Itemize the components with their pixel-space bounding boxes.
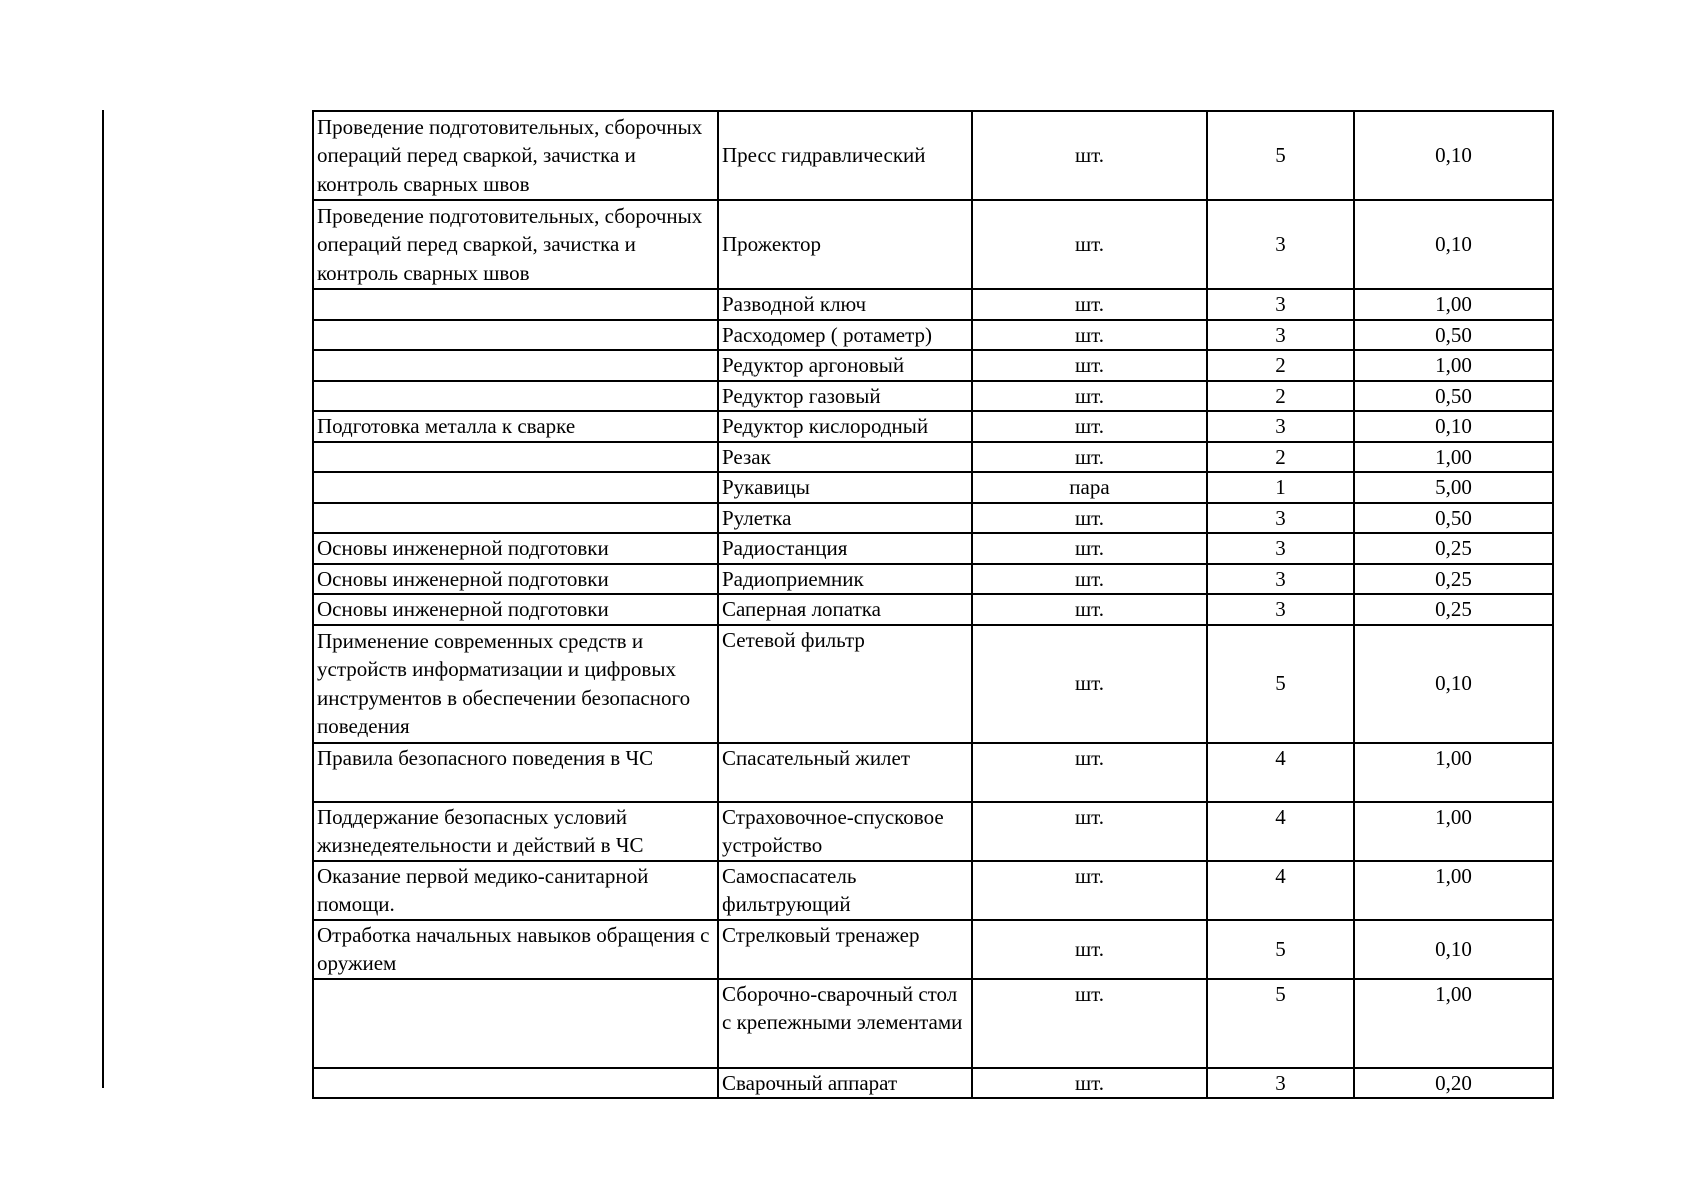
unit-cell: пара	[972, 472, 1207, 503]
item-cell: Рукавицы	[718, 472, 972, 503]
unit-cell: шт.	[972, 625, 1207, 743]
qty-cell: 3	[1207, 564, 1354, 595]
item-cell: Страховочное-спусковое устройство	[718, 802, 972, 861]
item-cell: Редуктор аргоновый	[718, 350, 972, 381]
table-row	[313, 743, 1553, 802]
coef-cell: 0,25	[1354, 594, 1553, 625]
table-row	[313, 472, 1553, 503]
coef-cell: 1,00	[1354, 802, 1553, 861]
activity-cell: Оказание первой медико-санитарной помощи.	[313, 861, 718, 920]
coef-cell: 1,00	[1354, 350, 1553, 381]
coef-cell: 0,50	[1354, 503, 1553, 534]
table-row	[313, 625, 1553, 743]
unit-cell: шт.	[972, 743, 1207, 802]
qty-cell: 3	[1207, 503, 1354, 534]
item-cell: Саперная лопатка	[718, 594, 972, 625]
item-cell: Сетевой фильтр	[718, 625, 972, 743]
activity-cell: Проведение подготовительных, сборочных операций перед сваркой, зачистка и контроль сварных швов	[313, 111, 718, 200]
qty-cell: 2	[1207, 442, 1354, 473]
activity-cell	[313, 381, 718, 412]
coef-cell: 1,00	[1354, 861, 1553, 920]
unit-cell: шт.	[972, 381, 1207, 412]
activity-cell	[313, 320, 718, 351]
qty-cell: 3	[1207, 200, 1354, 289]
coef-cell: 0,10	[1354, 111, 1553, 200]
qty-cell: 4	[1207, 802, 1354, 861]
item-cell: Спасательный жилет	[718, 743, 972, 802]
unit-cell: шт.	[972, 920, 1207, 979]
table-row	[313, 802, 1553, 861]
table-row	[313, 564, 1553, 595]
activity-cell: Основы инженерной подготовки	[313, 594, 718, 625]
equipment-table	[312, 110, 1554, 1099]
unit-cell: шт.	[972, 320, 1207, 351]
item-cell: Пресс гидравлический	[718, 111, 972, 200]
activity-cell: Подготовка металла к сварке	[313, 411, 718, 442]
coef-cell: 0,10	[1354, 625, 1553, 743]
unit-cell: шт.	[972, 979, 1207, 1068]
activity-cell	[313, 442, 718, 473]
coef-cell: 1,00	[1354, 289, 1553, 320]
qty-cell: 3	[1207, 533, 1354, 564]
unit-cell: шт.	[972, 594, 1207, 625]
activity-cell: Отработка начальных навыков обращения с оружием	[313, 920, 718, 979]
unit-cell: шт.	[972, 861, 1207, 920]
table-row	[313, 289, 1553, 320]
activity-cell	[313, 289, 718, 320]
item-cell: Прожектор	[718, 200, 972, 289]
coef-cell: 0,20	[1354, 1068, 1553, 1099]
activity-cell: Применение современных средств и устройств информатизации и цифровых инструментов в обеспечении безопасного поведения	[313, 625, 718, 743]
table-row	[313, 381, 1553, 412]
activity-cell	[313, 503, 718, 534]
unit-cell: шт.	[972, 503, 1207, 534]
item-cell: Редуктор газовый	[718, 381, 972, 412]
unit-cell: шт.	[972, 350, 1207, 381]
activity-cell	[313, 472, 718, 503]
coef-cell: 0,10	[1354, 411, 1553, 442]
table-row	[313, 533, 1553, 564]
qty-cell: 2	[1207, 350, 1354, 381]
unit-cell: шт.	[972, 564, 1207, 595]
qty-cell: 3	[1207, 289, 1354, 320]
qty-cell: 2	[1207, 381, 1354, 412]
unit-cell: шт.	[972, 200, 1207, 289]
qty-cell: 3	[1207, 320, 1354, 351]
qty-cell: 4	[1207, 861, 1354, 920]
activity-cell	[313, 350, 718, 381]
activity-cell: Основы инженерной подготовки	[313, 564, 718, 595]
table-row	[313, 861, 1553, 920]
activity-cell: Правила безопасного поведения в ЧС	[313, 743, 718, 802]
qty-cell: 3	[1207, 411, 1354, 442]
table-row	[313, 411, 1553, 442]
activity-cell: Проведение подготовительных, сборочных операций перед сваркой, зачистка и контроль сварных швов	[313, 200, 718, 289]
coef-cell: 5,00	[1354, 472, 1553, 503]
table-row	[313, 1068, 1553, 1099]
qty-cell: 5	[1207, 979, 1354, 1068]
item-cell: Самоспасатель фильтрующий	[718, 861, 972, 920]
unit-cell: шт.	[972, 289, 1207, 320]
table-row	[313, 920, 1553, 979]
table-row	[313, 979, 1553, 1068]
item-cell: Радиоприемник	[718, 564, 972, 595]
unit-cell: шт.	[972, 533, 1207, 564]
unit-cell: шт.	[972, 442, 1207, 473]
unit-cell: шт.	[972, 111, 1207, 200]
coef-cell: 0,10	[1354, 200, 1553, 289]
item-cell: Расходомер ( ротаметр)	[718, 320, 972, 351]
activity-cell	[313, 1068, 718, 1099]
item-cell: Радиостанция	[718, 533, 972, 564]
table-row	[313, 320, 1553, 351]
item-cell: Редуктор кислородный	[718, 411, 972, 442]
coef-cell: 0,10	[1354, 920, 1553, 979]
activity-cell	[313, 979, 718, 1068]
table-row	[313, 200, 1553, 289]
table-row	[313, 503, 1553, 534]
qty-cell: 3	[1207, 594, 1354, 625]
qty-cell: 5	[1207, 625, 1354, 743]
table-row	[313, 594, 1553, 625]
activity-cell: Поддержание безопасных условий жизнедеятельности и действий в ЧС	[313, 802, 718, 861]
coef-cell: 1,00	[1354, 743, 1553, 802]
unit-cell: шт.	[972, 1068, 1207, 1099]
coef-cell: 0,50	[1354, 320, 1553, 351]
qty-cell: 5	[1207, 111, 1354, 200]
item-cell: Стрелковый тренажер	[718, 920, 972, 979]
coef-cell: 0,25	[1354, 533, 1553, 564]
qty-cell: 5	[1207, 920, 1354, 979]
table-row	[313, 350, 1553, 381]
coef-cell: 1,00	[1354, 979, 1553, 1068]
coef-cell: 0,25	[1354, 564, 1553, 595]
item-cell: Сварочный аппарат	[718, 1068, 972, 1099]
qty-cell: 3	[1207, 1068, 1354, 1099]
item-cell: Разводной ключ	[718, 289, 972, 320]
unit-cell: шт.	[972, 411, 1207, 442]
qty-cell: 1	[1207, 472, 1354, 503]
qty-cell: 4	[1207, 743, 1354, 802]
table-row	[313, 111, 1553, 200]
item-cell: Рулетка	[718, 503, 972, 534]
unit-cell: шт.	[972, 802, 1207, 861]
coef-cell: 0,50	[1354, 381, 1553, 412]
table-row	[313, 442, 1553, 473]
left-margin-line	[102, 110, 104, 1088]
coef-cell: 1,00	[1354, 442, 1553, 473]
item-cell: Резак	[718, 442, 972, 473]
activity-cell: Основы инженерной подготовки	[313, 533, 718, 564]
item-cell: Сборочно-сварочный стол с крепежными элементами	[718, 979, 972, 1068]
